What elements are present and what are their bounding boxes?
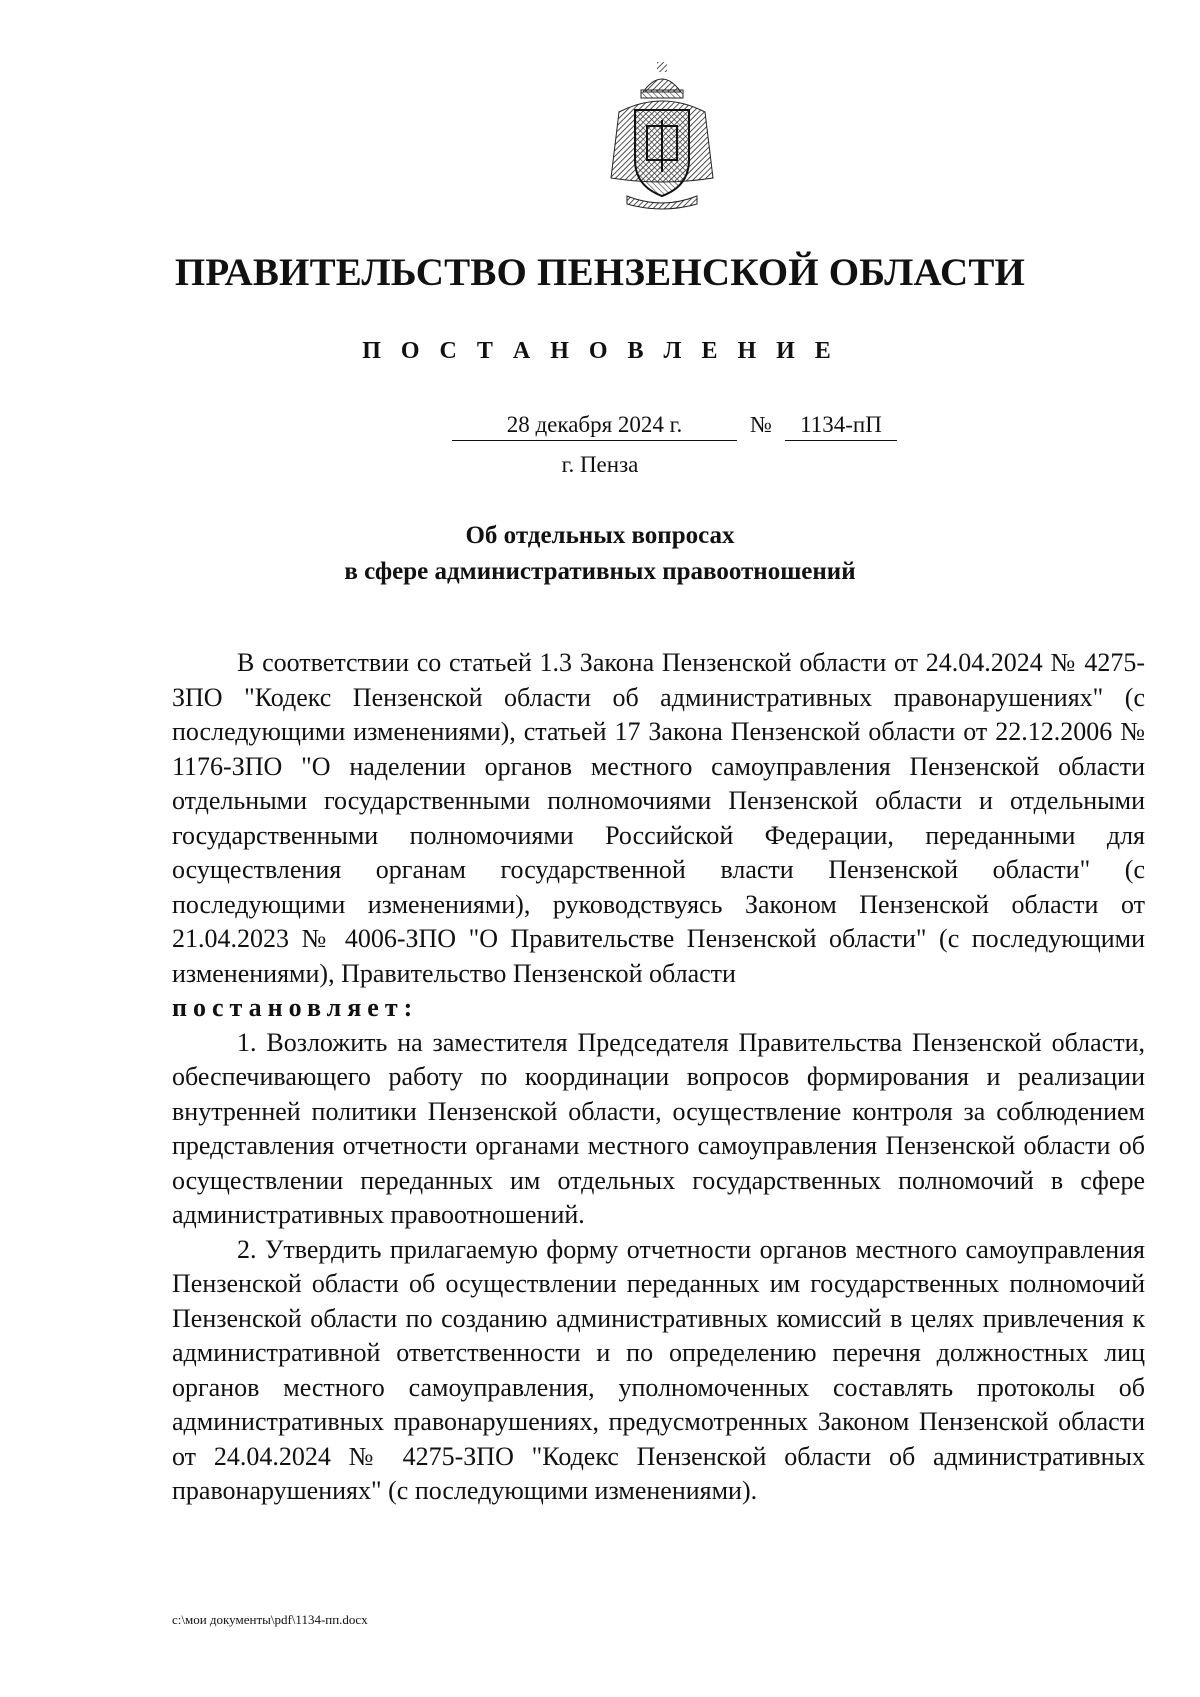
file-path-footer: c:\мои документы\pdf\1134-пп.docx — [172, 1612, 368, 1627]
document-subject — [0, 518, 1200, 590]
item-2-paragraph: 2. Утвердить прилагаемую форму отчетности органов местного самоуправления Пензенской области об осуществлении переданных им государственных полномочий Пензенской области по созданию административных комиссий в целях привлечения к административной ответственности и по определению перечня должностных лиц органов местного самоуправления, уполномоченных составлять протоколы об административных правонарушениях, предусмотренных Законом Пензенской области от 24.04.2024 № 4275-ЗПО "Кодекс Пензенской области об административных правонарушениях" (с последующими изменениями). — [172, 1234, 1145, 1505]
coat-of-arms-icon — [603, 60, 721, 210]
date-number-line — [452, 410, 897, 440]
number-sign: № — [750, 412, 772, 437]
subject-line-1: Об отдельных вопросах — [465, 522, 735, 549]
document-type: П О С Т А Н О В Л Е Н И Е — [362, 338, 838, 364]
city: г. Пенза — [561, 452, 639, 477]
government-title: ПРАВИТЕЛЬСТВО ПЕНЗЕНСКОЙ ОБЛАСТИ — [174, 251, 1026, 294]
subject-line-2: в сфере административных правоотношений — [344, 558, 856, 585]
document-body — [172, 646, 1145, 1509]
document-number: 1134-пП — [785, 410, 897, 441]
intro-paragraph: В соответствии со статьей 1.3 Закона Пензенской области от 24.04.2024 № 4275-ЗПО "Кодекс Пензенской области об административных правонарушениях" (с последующими изменениями), статьей 17 Закона Пензенской области от 22.12.2006 № 1176-ЗПО "О наделении органов местного самоуправления Пензенской области отдельными государственными полномочиями Пензенской области и отдельными государственными полномочиями Российской Федерации, переданными для осуществления органам государственной власти Пензенской области" (с последующими изменениями), руководствуясь Законом Пензенской области от 21.04.2023 № 4006-ЗПО "О Правительстве Пензенской области" (с последующими изменениями), Правительство Пензенской области — [172, 648, 1145, 988]
item-1-paragraph: 1. Возложить на заместителя Председателя Правительства Пензенской области, обеспечивающего работу по координации вопросов формирования и реализации внутренней политики Пензенской области, осуществление контроля за соблюдением представления отчетности органами местного самоуправления Пензенской области об осуществлении переданных им отдельных государственных полномочий в сфере административных правоотношений. — [172, 1027, 1145, 1229]
decree-word: постановляет: — [172, 993, 419, 1022]
document-date: 28 декабря 2024 г. — [452, 410, 737, 441]
